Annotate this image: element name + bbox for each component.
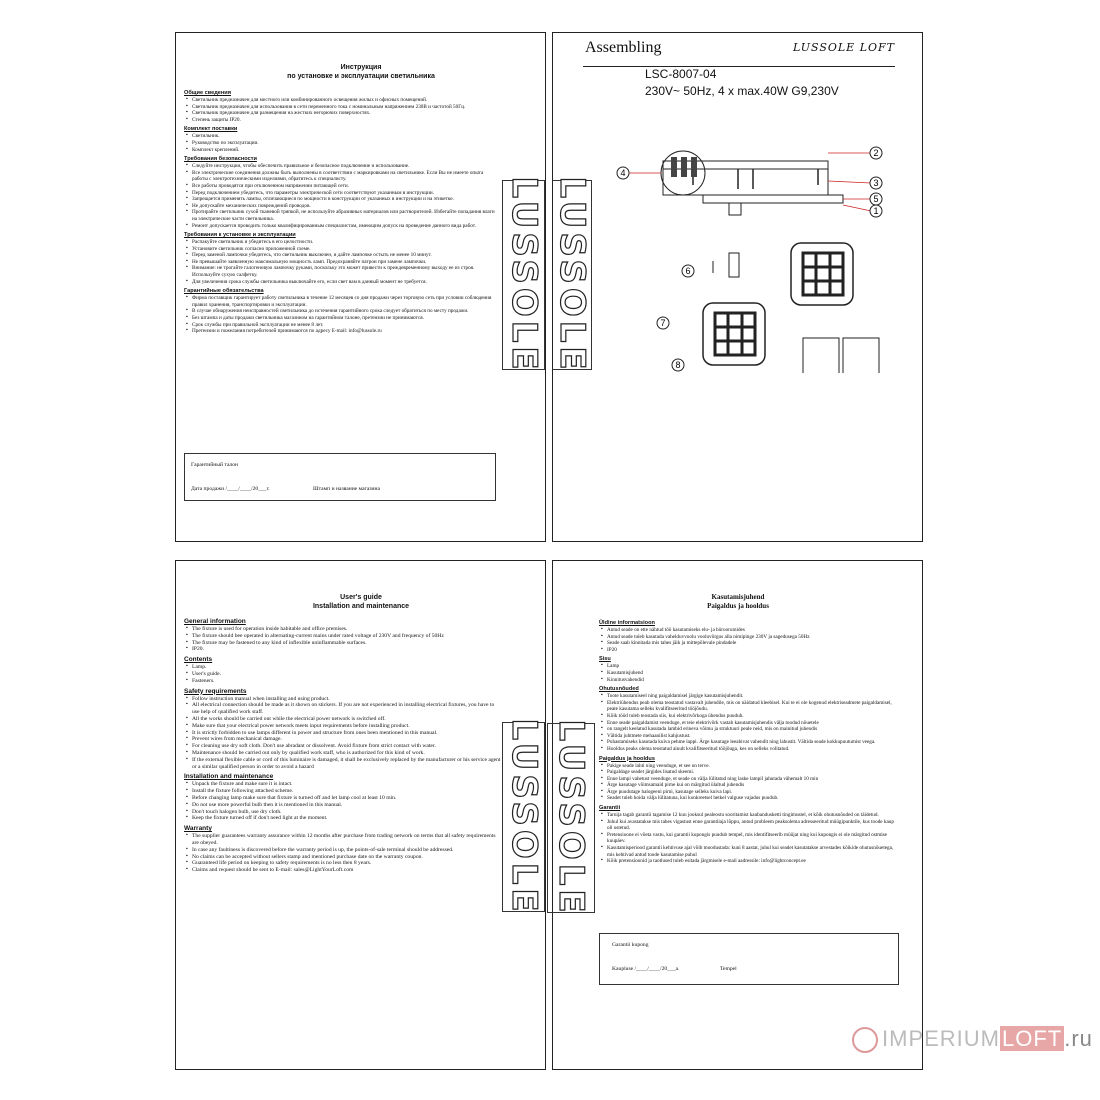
- ru-title-2: по установке и эксплуатации светильника: [287, 73, 435, 80]
- brand-vertical-text-3: LUSSOLE: [551, 719, 591, 917]
- list-item: ▪ No claims can be accepted without sellers stamp and mentioned purchase date on the warranty coupon.: [184, 854, 502, 861]
- list-item: ▪ Kinnitusvahendid: [599, 677, 899, 684]
- brand-box-bottom: [502, 718, 545, 916]
- list-item: ▪ All the works should be carried out while the electrical power network is switched off.: [184, 716, 502, 723]
- callout-number: 7: [660, 318, 666, 328]
- list-item: ▪ Не превышайте заявленную максимальную мощность ламп. Предохраняйте патрон при замене лампочки.: [184, 259, 498, 266]
- list-item: ▪ Внимание: не трогайте галогеновую лампочку руками, поскольку это может привести к преждевременному выходу ее из строя. Используйте сухую салфетку.: [184, 265, 498, 278]
- list-item: ▪ Светильник предназначен для использования в сети переменного тока с номинальным напряжением 230В и частотой 50Гц.: [184, 104, 498, 111]
- list-item: ▪ Фирма поставщик гарантирует работу светильника в течение 12 месяцев со дня продажи через торговую сеть при условии соблюдения правил хранения, транспортировки и эксплуатации.: [184, 295, 498, 308]
- brand-vertical-text-4: LUSSOLE: [551, 176, 592, 374]
- assembly-diagram: [553, 133, 924, 373]
- list-item: ▪ Claims and request should be sent to E-mail: sales@LightYourLoft.com: [184, 867, 502, 874]
- list-item: ▪ Kasutamisjuhend: [599, 670, 899, 677]
- section-heading: Ohutusnõuded: [599, 686, 639, 693]
- list-item: ▪ Juhul kui avastatakse mis tahes vigastust enne garantiiaja lõppu, antud probleem peaksolema adresseeritud müügipunktile, kus toode kaup oli ostetud.: [599, 819, 899, 832]
- section-heading: Требования безопасности: [184, 156, 257, 163]
- list-item: ▪ Elektriühendus peab olema teostatud vastavalt juhendile, mis on näidatud kleebisel. Kui te ei ole kogenud elektriseadmete paigaldamisel, peate kasutama selleks kvalifitseeritud tööjõudu.: [599, 700, 899, 713]
- list-item: ▪ Seadet tuleb hoida välja lülitatuna, kui konkreetsel hetkel valguse vajadus puudub.: [599, 795, 899, 802]
- list-item: ▪ Срок службы при правильной эксплуатации не менее 8 лет.: [184, 322, 498, 329]
- list-item: ▪ The fixture should bee operated in alternating-current mains under rated voltage of 230V and frequency of 50Hz: [184, 633, 502, 640]
- shade-outline-group: [803, 338, 879, 373]
- list-item: ▪ Follow instruction manual when installing and using product.: [184, 696, 502, 703]
- list-item: ▪ Prevent wires from mechanical damage.: [184, 736, 502, 743]
- lamp-bulb: [713, 253, 739, 277]
- list-item: ▪ Kõik tööd tuleb teostada siis, kui elektrivõrkoga ühendus puudub.: [599, 713, 899, 720]
- section-heading: General information: [184, 618, 246, 625]
- list-item: ▪ Paigaldage seadet järgides lisatud skeemi.: [599, 769, 899, 776]
- section-heading: Warranty: [184, 825, 212, 833]
- list-item: ▪ Maintenance should be carried out only by qualified work staff, who is authorized for this kind of work.: [184, 750, 502, 757]
- watermark-suffix: .ru: [1064, 1026, 1093, 1051]
- list-item: ▪ Lamp: [599, 663, 899, 670]
- et-coupon-line: Kaupluse /____/____/20___a.: [612, 966, 680, 972]
- list-item: ▪ Do not use more powerful bulb then it is mentioned in this manual.: [184, 802, 502, 809]
- list-item: ▪ Для увеличения срока службы светильника выключайте его, если свет вам в данный момент не требуется.: [184, 279, 498, 286]
- ru-sections: [184, 87, 498, 335]
- et-title-2: Paigaldus ja hooldus: [707, 602, 769, 610]
- list-item: ▪ Lamp.: [184, 664, 502, 671]
- list-item: ▪ IP20.: [184, 646, 502, 653]
- callout-3: [870, 177, 882, 189]
- callout-number: 4: [620, 168, 626, 178]
- list-item: ▪ Puhastamiseks kasutada kuiva pehme lappi. Ärge kasutage leeabivat vahendit ning lahustit. Vältida seade kokkupuutumist veega.: [599, 739, 899, 746]
- fixture-side-view: [663, 161, 843, 215]
- list-item: ▪ Перед подключением убедитесь, что параметры электрической сети соответствуют указанным в инструкции.: [184, 190, 498, 197]
- list-item: ▪ Enne seade paigaldamist veenduge, et teie elektrivõrk vastab kasutamisjuhendis välja toodud nõuetele: [599, 720, 899, 727]
- list-item: ▪ The fixture may be fastened to any kind of inflexible uninflammable surfaces.: [184, 640, 502, 647]
- list-item: ▪ Светильник.: [184, 133, 498, 140]
- list-item: ▪ Install the fixture following attached scheme.: [184, 788, 502, 795]
- shade-assembly: [703, 303, 765, 365]
- list-item: ▪ Светильник предназначен для размещения на жестких негорючих поверхностях.: [184, 110, 498, 117]
- list-item: ▪ Fasteners.: [184, 678, 502, 685]
- list-item: ▪ Не допускайте механических повреждений проводов.: [184, 203, 498, 210]
- callout-7: [657, 317, 669, 329]
- callout-5: [870, 193, 882, 205]
- header-rule: [583, 66, 895, 67]
- list-item: ▪ Претензии и пожелания потребителей принимаются по адресу E-mail: info@lussole.ru: [184, 328, 498, 335]
- brand-vertical-text: LUSSOLE: [503, 176, 544, 374]
- list-item: ▪ Светильник предназначен для местного или комбинированного освещения жилых и офисных помещений.: [184, 97, 498, 104]
- brand-box-top-inner: [551, 176, 592, 374]
- en-sections: [184, 615, 502, 874]
- model-number: LSC-8007-04: [645, 67, 717, 81]
- list-item: ▪ Ärge puudutage halogeeni pirni, kasutage selleks kuiva lapi.: [599, 789, 899, 796]
- list-item: ▪ Antud seade tuleb kasutada vahelduvvoolu vooluvõrgus alla nimipinge 230V ja sagedusega 50Hz: [599, 634, 899, 641]
- callout-8: [672, 359, 684, 371]
- list-item: ▪ All electrical connection should be made as it shown on stickers. If you are not experienced in installing electrical fixtures, you have to use help of qualified work staff.: [184, 702, 502, 716]
- list-item: ▪ The supplier guarantees warranty assurance within 12 months after purchase from trading network on terms that all safety requirements are obeyed.: [184, 833, 502, 847]
- ru-title-1: Инструкция: [340, 64, 382, 71]
- section-heading: Paigaldus ja hooldus: [599, 755, 655, 762]
- callout-number: 6: [685, 266, 691, 276]
- watermark-highlight: LOFT: [1002, 1026, 1063, 1051]
- et-sections: [599, 617, 899, 865]
- list-item: ▪ Pakige seade lahti ning veenduge, et see on terve.: [599, 763, 899, 770]
- section-heading: Contents: [184, 656, 213, 664]
- list-item: ▪ Комплект креплений.: [184, 147, 498, 154]
- list-item: ▪ Протирайте светильник сухой тканевой тряпкой, не используйте абразивных материалов или растворителей. Избегайте попадания влаги на электрические части светильника.: [184, 209, 498, 222]
- brand-box-bottom-inner: [547, 719, 595, 917]
- page-russian: [175, 32, 546, 542]
- watermark-crown-icon: [852, 1027, 878, 1053]
- et-coupon-title: Garantii kupong: [612, 942, 649, 948]
- section-heading: Sisu: [599, 656, 611, 663]
- ru-coupon-line: Дата продажи /____/____/20___г.: [191, 486, 270, 492]
- list-item: ▪ Установите светильник согласно приложенной схеме.: [184, 246, 498, 253]
- list-item: ▪ Make sure that your electrical power network meets input requirements before installing product.: [184, 723, 502, 730]
- callout-number: 1: [873, 206, 879, 216]
- list-item: ▪ Tarnija tagab garantii tagamise 12 kuu jooksul pealeostu sooritamist kaubandusketti tingimustel, et kõik ohutusnõuded on täidetud.: [599, 812, 899, 819]
- list-item: ▪ Seade saab kinnitada mis tahes jäik ja mittepõlevale pindadele: [599, 640, 899, 647]
- brand-vertical-text-2: LUSSOLE: [503, 718, 544, 916]
- callout-4: [617, 167, 629, 179]
- list-item: ▪ Руководство по эксплуатации.: [184, 140, 498, 147]
- wire-connector-detail: [661, 151, 705, 195]
- list-item: ▪ Все работы проводятся при отключенном напряжении питающей сети.: [184, 183, 498, 190]
- brand-box-top: [502, 176, 545, 374]
- list-item: ▪ IP20: [599, 647, 899, 654]
- section-heading: Installation and maintenance: [184, 773, 274, 781]
- assembly-heading: Assembling: [585, 39, 662, 56]
- list-item: ▪ Запрещается применять лампы, отличающиеся по мощности в конструкции от указанных в инструкции и на этикетке.: [184, 196, 498, 203]
- list-item: ▪ В случае обнаружения неисправностей светильника до истечения гарантийного срока следует обратиться по месту продажи.: [184, 308, 498, 315]
- list-item: ▪ Toote kasutamiseel ning paigaldamisel järgige kasutamisjuhendit.: [599, 693, 899, 700]
- list-item: ▪ Следуйте инструкции, чтобы обеспечить правильное и безопасное подключение и использование.: [184, 163, 498, 170]
- callout-2: [870, 147, 882, 159]
- spec-line: 230V~ 50Hz, 4 x max.40W G9,230V: [645, 84, 839, 98]
- callout-1: [870, 205, 882, 217]
- ru-warranty-coupon: [184, 453, 496, 501]
- section-heading: Комплект поставки: [184, 126, 238, 133]
- page-estonian: [552, 560, 923, 1070]
- list-item: ▪ on rangelt keelatud kasutada lambid erineva võimu ja struktuuri peale neid, mis on mainitud juhendis: [599, 726, 899, 733]
- section-heading: Garantii: [599, 805, 621, 812]
- list-item: ▪ Hooldus peaks olema teostatud ainult kvalifitseeritud tööjõuga, kes on selleks volitatud.: [599, 746, 899, 753]
- list-item: ▪ Don't touch halogen bulb, use dry cloth.: [184, 809, 502, 816]
- list-item: ▪ For cleaning use dry soft cloth. Don't use abradant or dissolvent. Avoid fixture from strict contact with water.: [184, 743, 502, 750]
- list-item: ▪ Enne lampi vahetust veenduge, et seade on välja lülitatud ning laske lampil jahutada vähemalt 10 min: [599, 776, 899, 783]
- page-assembling: [552, 32, 923, 542]
- list-item: ▪ The fixture is used for operation inside habitable and office premises.: [184, 626, 502, 633]
- en-title-2: Installation and maintenance: [312, 603, 410, 610]
- list-item: ▪ If the external flexible cable or cord of this luminaire is damaged, it shall be exclusively replaced by the manufacturer or his service agent or a similar qualified person in order to avoid a hazard: [184, 757, 502, 771]
- list-item: ▪ Keep the fixture turned off if don't need light at the moment.: [184, 815, 502, 822]
- list-item: ▪ Ремонт допускается проводить только квалифицированным специалистам, имеющим допуск на проведение данного вида работ.: [184, 223, 498, 230]
- section-heading: Общие сведения: [184, 90, 231, 96]
- list-item: ▪ Без штампа и даты продажи светильника магазином на гарантийном талоне, претензии не принимаются.: [184, 315, 498, 322]
- list-item: ▪ Все электрические соединения должны быть выполнены в соответствии с маркировками на светильнике. Если Вы не имеете опыта работы с электротехническими изделиями, обратитесь к специалисту.: [184, 170, 498, 183]
- list-item: ▪ Before changing lamp make sure that fixture is turned off and let lamp cool at least 10 min.: [184, 795, 502, 802]
- et-title-1: Kasutamisjuhend: [711, 593, 765, 601]
- en-title-1: User's guide: [340, 594, 382, 601]
- list-item: ▪ Степень защиты IP20.: [184, 117, 498, 124]
- list-item: ▪ Vältida juhtmete mehaanilist kahjustust.: [599, 733, 899, 740]
- list-item: ▪ It is strictly forbidden to use lamps different in power and structure from ones been mentioned in this manual.: [184, 730, 502, 737]
- callout-6: [682, 265, 694, 277]
- section-heading: Üldine informatsioon: [599, 620, 655, 626]
- ru-coupon-title: Гарантийный талон: [191, 462, 239, 468]
- list-item: ▪ User's guide.: [184, 671, 502, 678]
- watermark-prefix: IMPERIUM: [882, 1026, 1000, 1051]
- list-item: ▪ Pretensioone ei võeta vastu, kui garantii kupongis puudub tempel, mis identifitseerib müüjat ning kui kupongis ei ole märgitud ostmise kuupäev.: [599, 832, 899, 845]
- list-item: ▪ Guaranteed life period on keeping to safety requirements is no less then 8 years.: [184, 860, 502, 867]
- section-heading: Safety requirements: [184, 687, 247, 695]
- list-item: ▪ Перед заменой лампочки убедитесь, что светильник выключен, и дайте лампочке остыть не менее 10 минут.: [184, 252, 498, 259]
- page-english: [175, 560, 546, 1070]
- ru-coupon-stamp: Штамп и название магазина: [313, 486, 381, 492]
- section-heading: Гарантийные обязательства: [184, 288, 264, 295]
- list-item: ▪ Распакуйте светильник и убедитесь в его целостности.: [184, 239, 498, 246]
- list-item: ▪ In case any faultiness is discovered before the warranty period is up, the points-of-sale terminal should be addressed.: [184, 847, 502, 854]
- watermark: [852, 1026, 1093, 1053]
- list-item: ▪ Unpack the fixture and make sure it is intact.: [184, 781, 502, 788]
- list-item: ▪ Antud seade on ette nähtud töö kasutamiseks elu- ja büroorumides: [599, 627, 899, 634]
- callout-number: 8: [675, 360, 681, 370]
- callout-number: 2: [873, 148, 879, 158]
- shade-closed: [791, 243, 853, 305]
- section-heading: Требования к установке и эксплуатации: [184, 232, 296, 239]
- list-item: ▪ Kasutamisperiood garantii kehtivuse ajal võib moodustada: kuni 8 aastat, juhul kui seadet kasutatakse arvestades kõikide ohutusnõuetega, mis kehtivad antud toode kasutamise puhul: [599, 845, 899, 858]
- et-coupon-stamp: Tempel: [720, 966, 737, 972]
- callout-number: 3: [873, 178, 879, 188]
- brand-logo: LUSSOLE LOFT: [793, 41, 895, 54]
- list-item: ▪ Kõik pretensioonid ja taotlused tuleb esitada järgmisele e-mail aadressile: info@lightconcept.ee: [599, 858, 899, 865]
- list-item: ▪ Ärge kasutage võimsamaid pirne kui on märgitud ülaltud juhendis: [599, 782, 899, 789]
- et-warranty-coupon: [599, 933, 899, 985]
- callout-number: 5: [873, 194, 879, 204]
